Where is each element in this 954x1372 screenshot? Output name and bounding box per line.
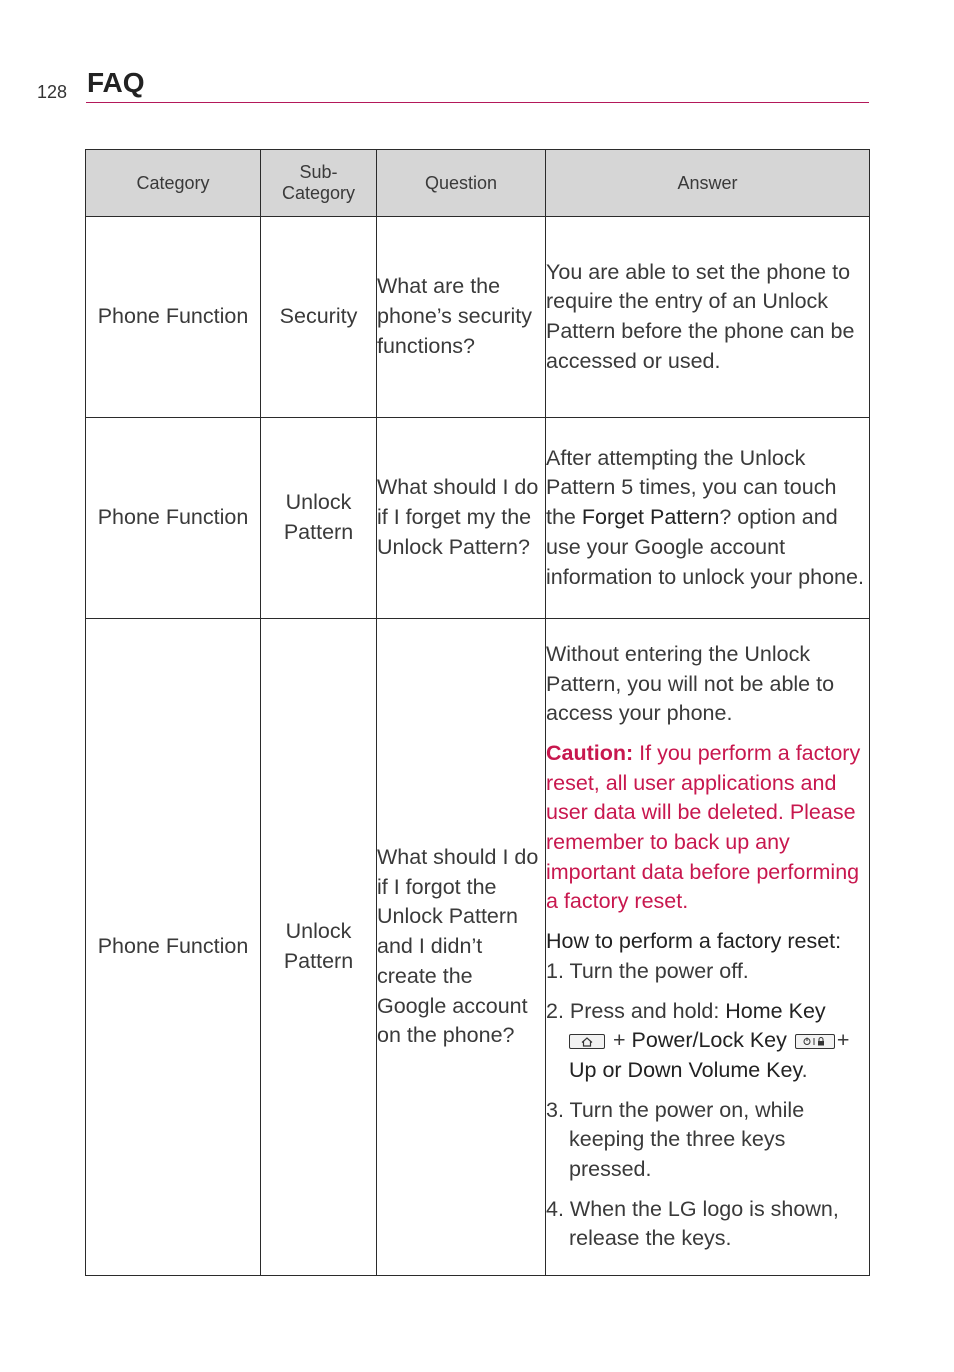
subcategory-cell: Security [261, 217, 377, 418]
home-key-icon [569, 1034, 605, 1049]
plus-sign: + [612, 1028, 626, 1053]
column-header-subcategory-line1: Sub- [299, 162, 338, 182]
reset-step-1: 1. Turn the power off. [546, 958, 749, 983]
subcategory-cell [261, 619, 377, 1276]
reset-step-4: 4. When the LG logo is shown, release the keys. [546, 1196, 839, 1251]
caution-note [546, 739, 869, 917]
step-2-period: . [801, 1057, 808, 1082]
caution-text: If you perform a factory reset, all user applications and user data will be deleted. Please remember to back up any important data before performing a factory reset. [546, 740, 861, 914]
question-cell: What should I do if I forget my the Unlock Pattern? [377, 418, 546, 619]
column-header-subcategory-line2: Category [281, 183, 356, 203]
table-header-row [86, 150, 870, 217]
subcategory-line2: Pattern [283, 520, 354, 544]
column-header-subcategory [261, 150, 377, 217]
forget-pattern-option: Forget Pattern [581, 505, 720, 530]
plus-sign: + [836, 1028, 850, 1053]
answer-intro: Without entering the Unlock Pattern, you will not be able to access your phone. [546, 641, 835, 726]
question-cell: What are the phone’s security functions? [377, 217, 546, 418]
column-header-question: Question [377, 150, 546, 217]
table-row [86, 217, 870, 418]
question-cell: What should I do if I forgot the Unlock Pattern and I didn’t create the Google account on the phone? [377, 619, 546, 1276]
volume-key-label: Up or Down Volume Key [569, 1057, 802, 1082]
reset-step-2 [546, 997, 869, 1086]
power-lock-key-icon [795, 1034, 835, 1049]
category-cell: Phone Function [86, 217, 261, 418]
reset-step-3: 3. Turn the power on, while keeping the three keys pressed. [546, 1097, 805, 1182]
subcategory-line1: Unlock [285, 919, 352, 944]
answer-cell [546, 418, 870, 619]
page-number: 128 [37, 82, 68, 102]
answer-cell [546, 619, 870, 1276]
page-title: FAQ [87, 67, 145, 98]
step-2-prefix: 2. Press and hold: [546, 998, 726, 1023]
subcategory-line1: Unlock [285, 490, 352, 515]
column-header-category: Category [86, 150, 261, 217]
category-cell: Phone Function [86, 418, 261, 619]
title-divider [86, 102, 869, 103]
table-row [86, 619, 870, 1276]
home-key-label: Home Key [725, 998, 826, 1023]
category-cell: Phone Function [86, 619, 261, 1276]
table-row [86, 418, 870, 619]
subcategory-line2: Pattern [283, 949, 354, 973]
column-header-answer: Answer [546, 150, 870, 217]
answer-text-part2: ? option and use your Google account information to unlock your phone. [546, 505, 864, 589]
factory-reset-heading: How to perform a factory reset: [546, 929, 842, 954]
faq-table [85, 149, 870, 1276]
answer-cell: You are able to set the phone to require the entry of an Unlock Pattern before the phone can be accessed or used. [546, 217, 870, 418]
power-lock-key-label: Power/Lock Key [631, 1028, 787, 1053]
caution-label: Caution: [546, 740, 634, 765]
subcategory-cell [261, 418, 377, 619]
answer-text-part1: After attempting the Unlock Pattern 5 times, you can touch the [546, 445, 837, 530]
